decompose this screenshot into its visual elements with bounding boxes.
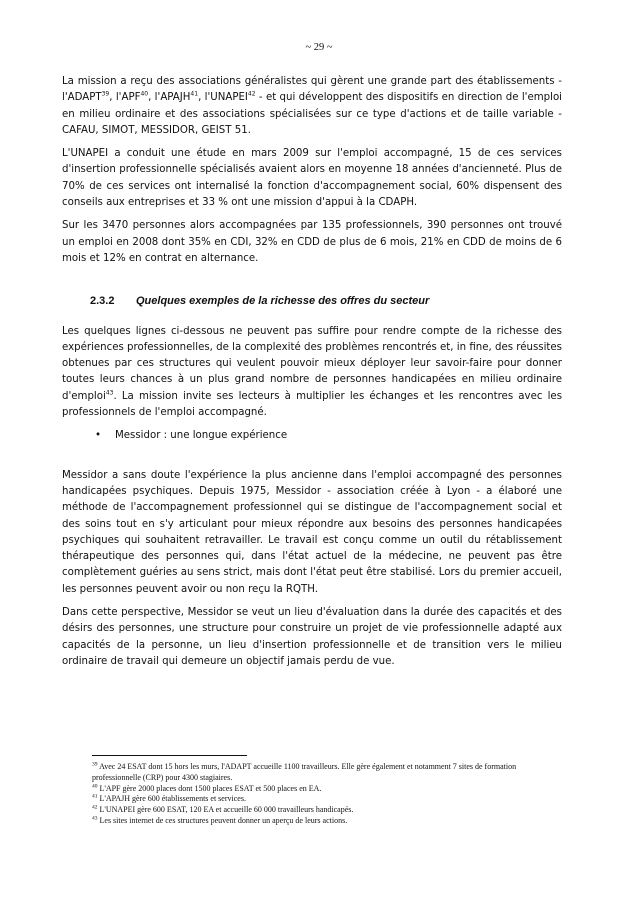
section-heading: [90, 293, 562, 309]
bullet-icon: •: [95, 430, 102, 442]
section-title: Quelques exemples de la richesse des offres du secteur: [136, 295, 430, 308]
text-run: , l'UNAPEI: [198, 92, 248, 104]
footnote: [92, 805, 562, 816]
footnote-number: 41: [92, 793, 98, 800]
footnote-ref-40[interactable]: 40: [140, 90, 149, 98]
footnote-text: Avec 24 ESAT dont 15 hors les murs, l'ADAPT accueille 1100 travailleurs. Elle gère également et notamment 7 sites de formation professionnelle (CRP) pour 4300 stagiaires.: [92, 762, 517, 782]
page-number: ~ 29 ~: [305, 42, 333, 53]
footnote-ref-42[interactable]: 42: [247, 90, 256, 98]
paragraph-messidor: Messidor a sans doute l'expérience la plus ancienne dans l'emploi accompagné des personnes handicapées psychiques. Depuis 1975, Messidor - association créée à Lyon - a élaboré une méthode de l'accompagnement professionnel qui se distingue de l'accompagnement social et des soins tout en s'y articulant pour mieux répondre aux besoins des personnes handicapées psychiques qui souhaitent retravailler. Le travail est conçu comme un outil du rétablissement thérapeutique des personnes qui, dans l'état actuel de la médecine, ne peuvent pas être complètement guéries au sens strict, mais dont l'état peut être stabilisé. Lors du premier accueil, les personnes peuvent avoir ou non reçu la RQTH.: [62, 469, 562, 595]
text-run: La mission a reçu des associations généralistes qui gèrent une grande part des établissements - l'ADAPT: [62, 76, 562, 104]
bullet-item: [95, 428, 562, 444]
footnotes: [92, 755, 562, 827]
section-number: 2.3.2: [90, 295, 115, 308]
footnote: [92, 762, 562, 784]
footnote: [92, 794, 562, 805]
footnote-text: Les sites internet de ces structures peuvent donner un aperçu de leurs actions.: [99, 815, 348, 825]
footnote-divider: [92, 755, 247, 756]
footnote-ref-43[interactable]: 43: [105, 389, 114, 397]
footnote-ref-41[interactable]: 41: [190, 90, 199, 98]
footnote-text: L'APF gère 2000 places dont 1500 places ESAT et 500 places en EA.: [99, 783, 322, 793]
text-run: , l'APF: [109, 92, 141, 104]
text-run: . La mission invite ses lecteurs à multiplier les échanges et les rencontres avec les professionnels de l'emploi accompagné.: [62, 390, 562, 419]
footnote-number: 40: [92, 782, 98, 789]
text-run: - et qui développent des dispositifs en direction de l'emploi en milieu ordinaire et des associations spécialisées sur ce type d'actions et de taille variable - CAFAU, SIMOT, MESSIDOR, GEIST 51.: [62, 92, 563, 136]
bullet-text: Messidor : une longue expérience: [115, 430, 288, 442]
body-text: [62, 74, 562, 677]
footnote: [92, 816, 562, 827]
paragraph-unapei-study: L'UNAPEI a conduit une étude en mars 2009 sur l'emploi accompagné, 15 de ces services d'insertion professionnelle spécialisés avaient alors en moyenne 18 années d'ancienneté. Plus de 70% de ces services ont internalisé la fonction d'accompagnement social, 60% dispensent des conseils aux entreprises et 33 % ont une mission d'appui à la CDAPH.: [62, 148, 562, 209]
footnote-ref-39[interactable]: 39: [101, 90, 110, 98]
text-run: Les quelques lignes ci-dessous ne peuvent pas suffire pour rendre compte de la richesse des expériences professionnelles, de la complexité des problèmes rencontrés et, in fine, des réussites obtenues par ces structures qui veulent pouvoir mieux déployer leur savoir-faire pour donner toutes leurs chances à un plus grand nombre de personnes handicapées en milieu ordinaire d'emploi: [62, 325, 562, 402]
footnote: [92, 784, 562, 795]
text-run: , l'APAJH: [148, 92, 191, 104]
paragraph-intro: [62, 324, 562, 422]
footnote-number: 39: [92, 761, 98, 768]
paragraph-perspective: Dans cette perspective, Messidor se veut un lieu d'évaluation dans la durée des capacités et des désirs des personnes, une structure pour construire un projet de vie professionnelle adapté aux capacités de la personne, un lieu d'insertion professionnelle et de transition vers le milieu ordinaire de travail qui demeure un objectif jamais perdu de vue.: [62, 607, 562, 667]
footnote-number: 42: [92, 804, 98, 811]
footnote-text: L'UNAPEI gère 600 ESAT, 120 EA et accueille 60 000 travailleurs handicapés.: [99, 805, 354, 815]
paragraph-associations: [62, 74, 562, 139]
paragraph-statistics: Sur les 3470 personnes alors accompagnées par 135 professionnels, 390 personnes ont trouvé un emploi en 2008 dont 35% en CDI, 32% en CDD de plus de 6 mois, 21% en CDD de moins de 6 mois et 12% en contrat en alternance.: [62, 220, 562, 264]
footnote-number: 43: [92, 815, 98, 822]
footnote-text: L'APAJH gère 600 établissements et services.: [99, 794, 246, 804]
